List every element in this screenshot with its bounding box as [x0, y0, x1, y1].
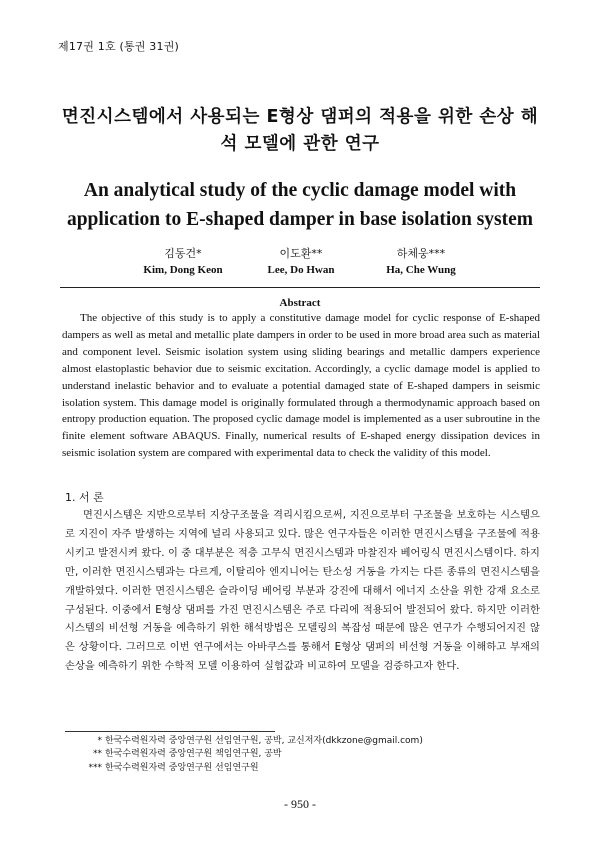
author-english-name: Ha, Che Wung	[386, 264, 456, 276]
footnote	[86, 734, 423, 748]
footnote-text: 한국수력원자력 중앙연구원 책임연구원, 공박	[105, 749, 282, 759]
footnote-mark: ***	[88, 763, 102, 773]
footnote-text: 한국수력원자력 중앙연구원 선임연구원, 공박, 교신저자(dkkzone@gmail.com)	[105, 736, 423, 746]
author-english-name: Kim, Dong Keon	[143, 264, 223, 276]
footnote	[86, 761, 259, 775]
footnote	[86, 747, 282, 761]
footnote-mark: **	[93, 749, 102, 759]
footnote-mark: *	[97, 736, 102, 746]
abstract-body: The objective of this study is to apply a constitutive damage model for cyclic response of E-shaped dampers as well as metal and metallic plate dampers in order to be used in more broad area such as material and component level. Seismic isolation system using sliding bearings and metallic dampers experience almost elastoplastic behavior due to seismic excitation. Accordingly, a cyclic damage model is applied to understand inelastic behavior and to evaluate a potential damaged state of E-shaped dampers in seismic isolation system. This damage model is originally formulated through a thermodynamic approach based on entropy production equation. The proposed cyclic damage model is implemented as a user subroutine in the finite element software ABAQUS. Finally, numerical results of E-shaped energy dissipation devices in seismic isolation system are compared with experimental data to check the validity of this model.	[62, 312, 540, 460]
english-title: An analytical study of the cyclic damage model with application to E-shaped damper in base isolation system	[66, 180, 534, 230]
journal-issue-header: 제17권 1호 (통권 31권)	[58, 40, 180, 53]
section-body: 면진시스템은 지반으로부터 지상구조물을 격리시킴으로써, 지진으로부터 구조물을 보호하는 시스템으로 지진이 자주 발생하는 지역에 널리 사용되고 있다. 많은 연구자들은 이러한 면진시스템을 구조물에 적용시키고 발전시켜 왔다. 이 중 대부분은 적층 고무식 면진시스템과 마찰진자 베어링식 면진시스템이다. 하지만, 이러한 면진시스템과는 다르게, 이탈리아 엔지니어는 탄소성 거동을 가지는 다른 종류의 면진시스템을 개발하였다. 이러한 면진시스템은 슬라이딩 베어링 부분과 강진에 대해서 에너지 소산을 위한 강재 요소로 구성된다. 이중에서 E형상 댐퍼를 가진 면진시스템은 주로 다리에 적용되어 발전되어 왔다. 하지만 이러한 시스템의 비선형 거동을 예측하기 위한 해석방법은 모델링의 복잡성 때문에 많은 연구가 수행되어지진 않은 상황이다. 그러므로 이번 연구에서는 아바쿠스를 통해서 E형상 댐퍼의 비선형 거동을 이해하고 부재의 손상을 예측하기 위한 수학적 모델 이용하여 실험값과 비교하여 모델을 검증하고자 한다.	[65, 510, 540, 673]
korean-title: 면진시스템에서 사용되는 E형상 댐퍼의 적용을 위한 손상 해석 모델에 관한 연구	[61, 107, 539, 154]
page-number: - 950 -	[284, 797, 316, 811]
author-english-name: Lee, Do Hwan	[267, 264, 335, 276]
author-block	[346, 246, 496, 278]
footnote-text: 한국수력원자력 중앙연구원 선임연구원	[105, 763, 259, 773]
author-korean-name: 김동건*	[164, 247, 202, 260]
section-heading: 1. 서 론	[65, 491, 104, 504]
author-korean-name: 이도환**	[279, 247, 323, 260]
author-korean-name: 하체웅***	[396, 247, 446, 260]
title-divider	[60, 287, 540, 288]
footnote-divider	[65, 731, 275, 732]
abstract-heading: Abstract	[279, 297, 321, 309]
